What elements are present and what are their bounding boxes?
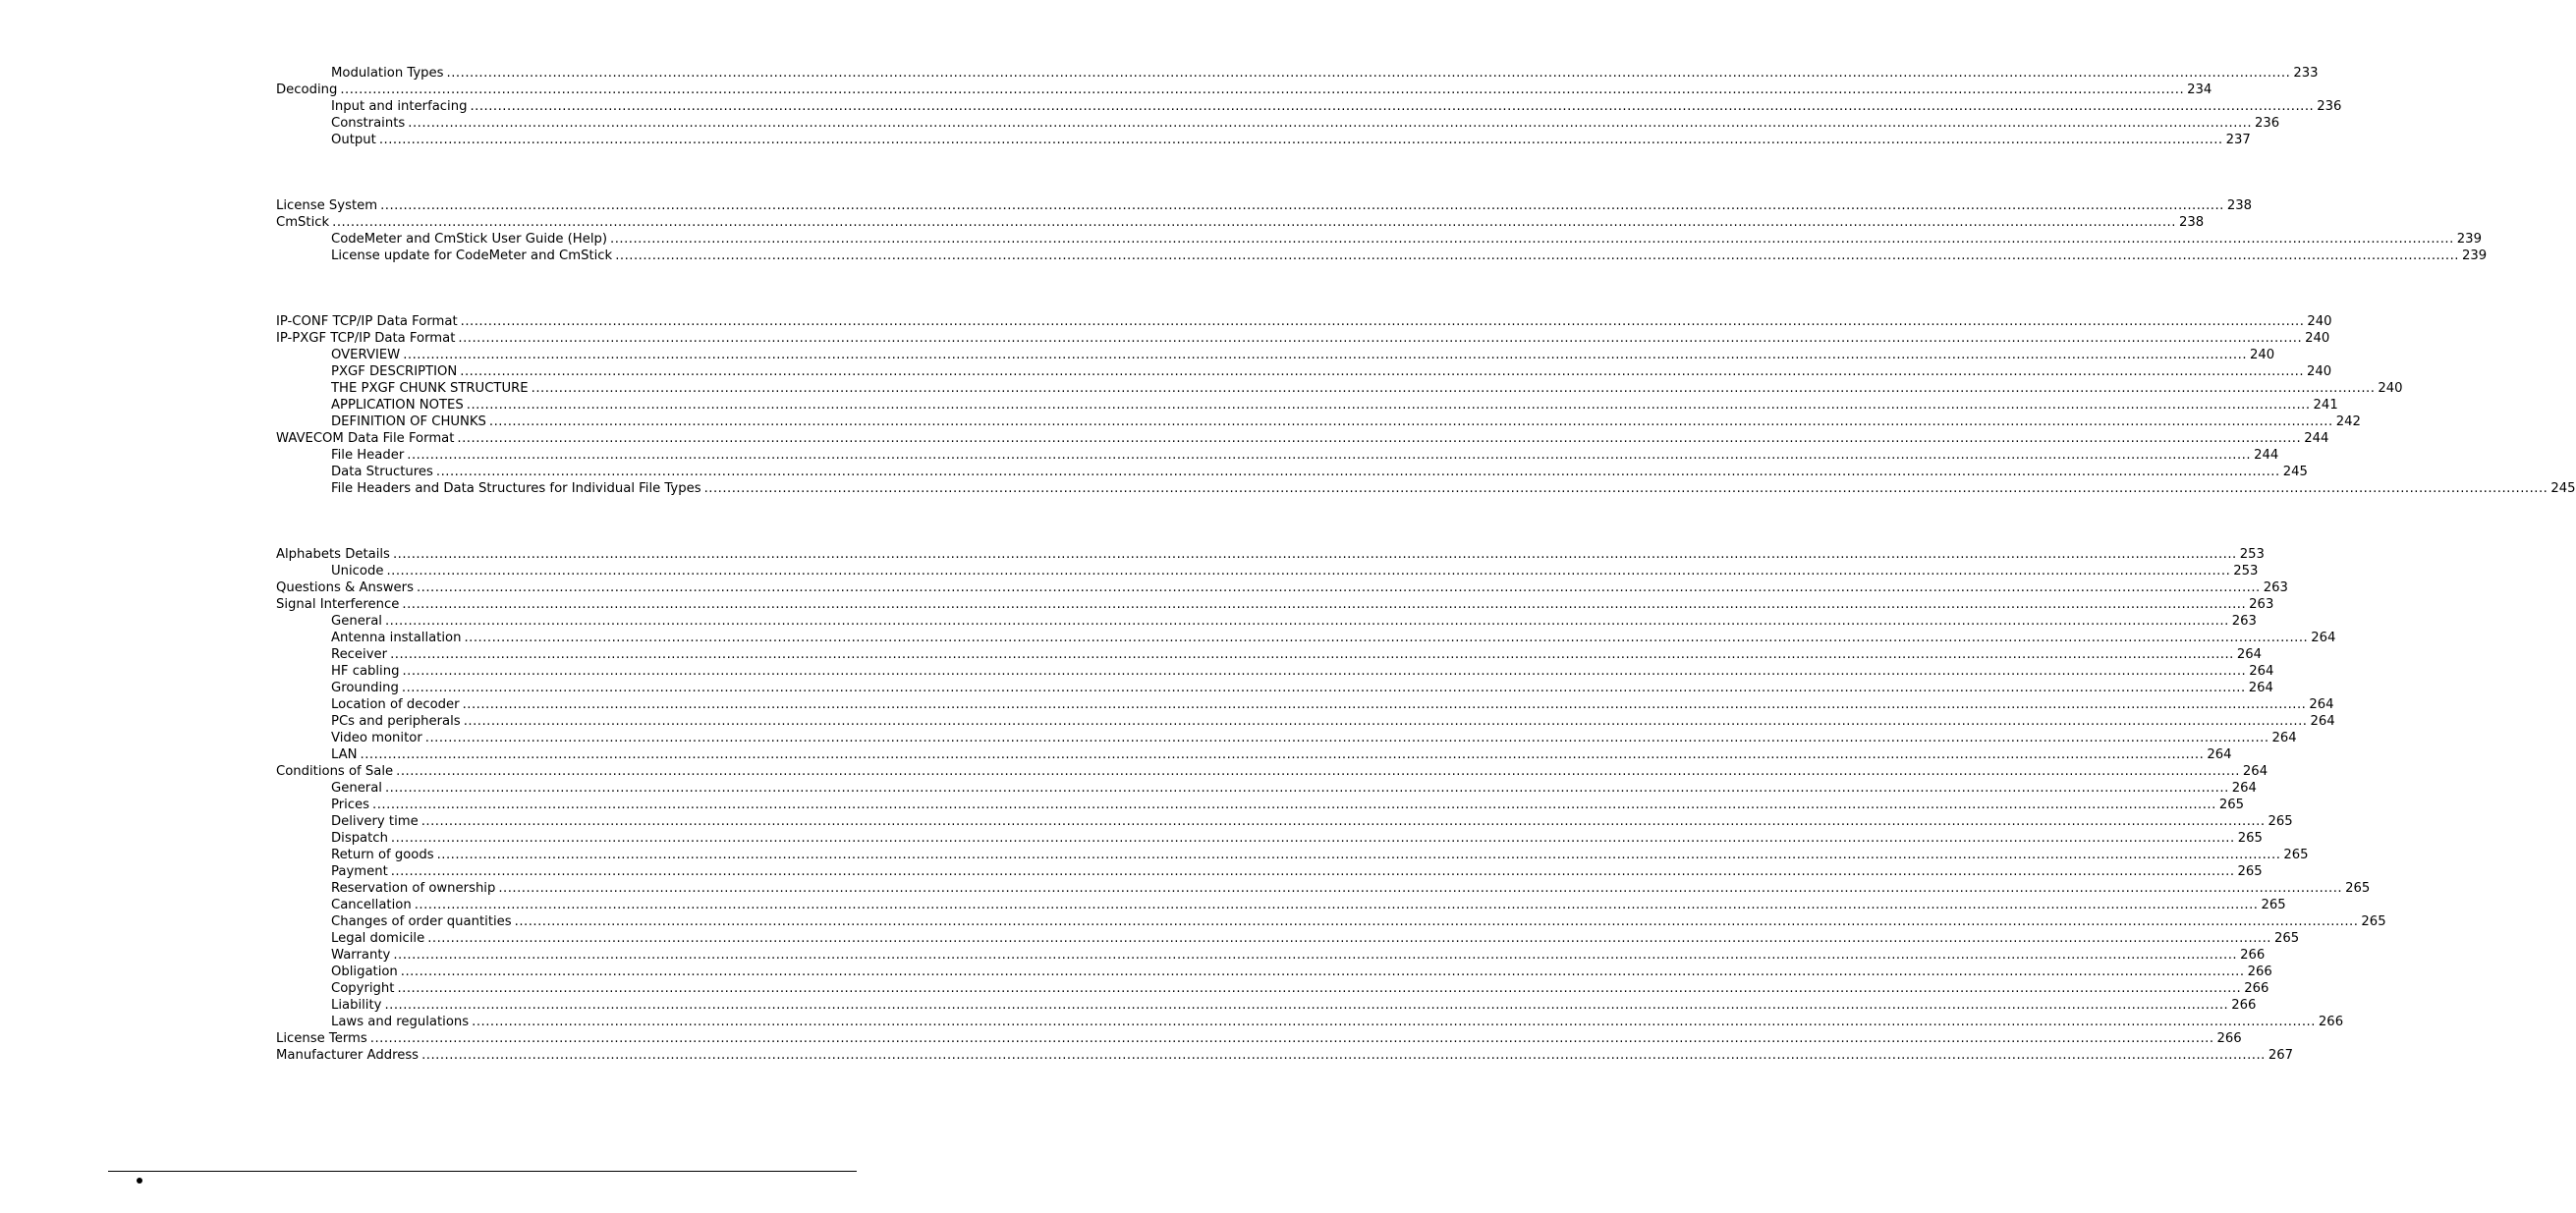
toc-group bbox=[276, 197, 2488, 264]
toc-entry-page-number: 264 bbox=[2271, 731, 2297, 745]
dot-leader: ................................................................................................................................................................................................................................................................................................................................................................................................................ bbox=[436, 848, 2281, 862]
toc-entry-title: PCs and peripherals bbox=[331, 714, 461, 729]
toc-entry-title: License Terms bbox=[276, 1031, 367, 1046]
toc-subentry[interactable] bbox=[276, 696, 2334, 713]
toc-subentry[interactable] bbox=[276, 680, 2273, 696]
toc-entry-title: Unicode bbox=[331, 564, 384, 579]
toc-entry-title: Questions & Answers bbox=[276, 580, 414, 595]
dot-leader: ................................................................................................................................................................................................................................................................................................................................................................................................................ bbox=[396, 764, 2240, 779]
toc-entry-page-number: 240 bbox=[2307, 364, 2332, 379]
toc-entry-title: Return of goods bbox=[331, 848, 434, 862]
toc-entry-page-number: 266 bbox=[2240, 948, 2266, 963]
toc-subentry[interactable] bbox=[276, 447, 2279, 464]
footer-divider bbox=[108, 1171, 857, 1172]
toc-entry-page-number: 263 bbox=[2231, 614, 2257, 629]
toc-entry-title: Video monitor bbox=[331, 731, 422, 745]
toc-entry[interactable] bbox=[276, 1047, 2294, 1064]
dot-leader: ................................................................................................................................................................................................................................................................................................................................................................................................................ bbox=[402, 664, 2247, 679]
toc-entry[interactable] bbox=[276, 430, 2329, 447]
dot-leader: ................................................................................................................................................................................................................................................................................................................................................................................................................ bbox=[421, 1048, 2266, 1063]
dot-leader: ................................................................................................................................................................................................................................................................................................................................................................................................................ bbox=[427, 931, 2271, 946]
toc-entry-page-number: 236 bbox=[2255, 116, 2280, 131]
toc-subentry[interactable] bbox=[276, 613, 2257, 630]
toc-entry-title: Legal domicile bbox=[331, 931, 425, 946]
toc-entry-title: THE PXGF CHUNK STRUCTURE bbox=[331, 381, 529, 396]
dot-leader: ................................................................................................................................................................................................................................................................................................................................................................................................................ bbox=[457, 431, 2302, 446]
toc-entry-title: WAVECOM Data File Format bbox=[276, 431, 455, 446]
dot-leader: ................................................................................................................................................................................................................................................................................................................................................................................................................ bbox=[400, 965, 2245, 979]
dot-leader: ................................................................................................................................................................................................................................................................................................................................................................................................................ bbox=[401, 681, 2246, 695]
toc-group bbox=[276, 65, 2342, 148]
toc-entry-page-number: 245 bbox=[2282, 465, 2308, 479]
toc-subentry[interactable] bbox=[276, 947, 2266, 964]
dot-leader: ................................................................................................................................................................................................................................................................................................................................................................................................................ bbox=[531, 381, 2376, 396]
toc-entry-title: Manufacturer Address bbox=[276, 1048, 420, 1063]
toc-subentry[interactable] bbox=[276, 797, 2244, 813]
dot-leader: ................................................................................................................................................................................................................................................................................................................................................................................................................ bbox=[369, 1031, 2214, 1046]
toc-entry-title: License System bbox=[276, 198, 378, 213]
toc-entry-page-number: 263 bbox=[2263, 580, 2288, 595]
dot-leader: ................................................................................................................................................................................................................................................................................................................................................................................................................ bbox=[472, 1015, 2316, 1029]
toc-entry-title: Modulation Types bbox=[331, 66, 444, 81]
toc-entry-page-number: 244 bbox=[2304, 431, 2329, 446]
dot-leader: ................................................................................................................................................................................................................................................................................................................................................................................................................ bbox=[466, 398, 2311, 413]
toc-entry-page-number: 263 bbox=[2249, 597, 2274, 612]
toc-entry-page-number: 264 bbox=[2311, 631, 2336, 645]
toc-entry[interactable] bbox=[276, 197, 2253, 214]
toc-entry-page-number: 237 bbox=[2225, 133, 2251, 147]
dot-leader: ................................................................................................................................................................................................................................................................................................................................................................................................................ bbox=[464, 631, 2309, 645]
toc-subentry[interactable] bbox=[276, 480, 2576, 497]
dot-leader: ................................................................................................................................................................................................................................................................................................................................................................................................................ bbox=[446, 66, 2291, 81]
toc-entry[interactable] bbox=[276, 82, 2212, 98]
toc-subentry[interactable] bbox=[276, 65, 2319, 82]
toc-entry-page-number: 264 bbox=[2231, 781, 2257, 796]
toc-entry-title: CmStick bbox=[276, 215, 330, 230]
toc-entry-page-number: 240 bbox=[2305, 331, 2330, 346]
toc-subentry[interactable] bbox=[276, 930, 2300, 947]
toc-entry-title: IP-CONF TCP/IP Data Format bbox=[276, 314, 458, 329]
dot-leader: ................................................................................................................................................................................................................................................................................................................................................................................................................ bbox=[416, 580, 2261, 595]
toc-entry[interactable] bbox=[276, 579, 2288, 596]
dot-leader: ................................................................................................................................................................................................................................................................................................................................................................................................................ bbox=[380, 198, 2224, 213]
toc-entry-page-number: 266 bbox=[2231, 998, 2257, 1013]
toc-subentry[interactable] bbox=[276, 347, 2275, 363]
toc-entry-page-number: 238 bbox=[2226, 198, 2253, 213]
toc-entry[interactable] bbox=[276, 596, 2274, 613]
toc-entry-page-number: 245 bbox=[2550, 481, 2576, 496]
toc-group bbox=[276, 313, 2576, 497]
toc-entry-title: Input and interfacing bbox=[331, 99, 468, 114]
dot-leader: ................................................................................................................................................................................................................................................................................................................................................................................................................ bbox=[392, 547, 2237, 562]
toc-entry-title: Delivery time bbox=[331, 814, 419, 829]
toc-entry-title: Grounding bbox=[331, 681, 399, 695]
toc-entry-page-number: 266 bbox=[2318, 1015, 2344, 1029]
dot-leader: ................................................................................................................................................................................................................................................................................................................................................................................................................ bbox=[407, 448, 2252, 463]
dot-leader: ................................................................................................................................................................................................................................................................................................................................................................................................................ bbox=[378, 133, 2223, 147]
toc-subentry[interactable] bbox=[276, 414, 2361, 430]
toc-entry[interactable] bbox=[276, 763, 2268, 780]
toc-entry-title: Copyright bbox=[331, 981, 395, 996]
toc-entry-title: File Header bbox=[331, 448, 405, 463]
toc-entry-page-number: 265 bbox=[2361, 914, 2386, 929]
toc-subentry[interactable] bbox=[276, 964, 2272, 980]
toc-entry-title: Payment bbox=[331, 864, 388, 879]
dot-leader: ................................................................................................................................................................................................................................................................................................................................................................................................................ bbox=[488, 414, 2333, 429]
toc-entry-page-number: 264 bbox=[2242, 764, 2268, 779]
dot-leader: ................................................................................................................................................................................................................................................................................................................................................................................................................ bbox=[390, 831, 2235, 846]
toc-entry-title: Prices bbox=[331, 798, 370, 812]
toc-entry-page-number: 264 bbox=[2310, 714, 2335, 729]
toc-entry-page-number: 265 bbox=[2345, 881, 2371, 896]
toc-entry-title: License update for CodeMeter and CmStick bbox=[331, 248, 613, 263]
toc-subentry[interactable] bbox=[276, 863, 2263, 880]
toc-subentry[interactable] bbox=[276, 897, 2286, 913]
toc-subentry[interactable] bbox=[276, 98, 2342, 115]
dot-leader: ................................................................................................................................................................................................................................................................................................................................................................................................................ bbox=[408, 116, 2253, 131]
dot-leader: ................................................................................................................................................................................................................................................................................................................................................................................................................ bbox=[462, 697, 2307, 712]
toc-entry-title: PXGF DESCRIPTION bbox=[331, 364, 458, 379]
dot-leader: ................................................................................................................................................................................................................................................................................................................................................................................................................ bbox=[402, 597, 2247, 612]
toc-entry-title: Laws and regulations bbox=[331, 1015, 470, 1029]
dot-leader: ................................................................................................................................................................................................................................................................................................................................................................................................................ bbox=[514, 914, 2359, 929]
toc-entry-page-number: 242 bbox=[2335, 414, 2361, 429]
toc-entry-page-number: 264 bbox=[2236, 647, 2263, 662]
dot-leader: ................................................................................................................................................................................................................................................................................................................................................................................................................ bbox=[610, 232, 2454, 247]
dot-leader: ................................................................................................................................................................................................................................................................................................................................................................................................................ bbox=[332, 215, 2176, 230]
dot-leader: ................................................................................................................................................................................................................................................................................................................................................................................................................ bbox=[403, 348, 2248, 362]
toc-entry-title: General bbox=[331, 614, 382, 629]
toc-entry[interactable] bbox=[276, 1030, 2242, 1047]
toc-entry-title: CodeMeter and CmStick User Guide (Help) bbox=[331, 232, 608, 247]
toc-entry-title: Liability bbox=[331, 998, 382, 1013]
toc-entry-title: Antenna installation bbox=[331, 631, 462, 645]
toc-subentry[interactable] bbox=[276, 248, 2488, 264]
toc-subentry[interactable] bbox=[276, 464, 2308, 480]
toc-entry[interactable] bbox=[276, 214, 2205, 231]
toc-entry-page-number: 253 bbox=[2233, 564, 2259, 579]
toc-entry-title: File Headers and Data Structures for Individual File Types bbox=[331, 481, 701, 496]
dot-leader: ................................................................................................................................................................................................................................................................................................................................................................................................................ bbox=[397, 981, 2242, 996]
dot-leader: ................................................................................................................................................................................................................................................................................................................................................................................................................ bbox=[384, 781, 2229, 796]
toc-entry-title: Reservation of ownership bbox=[331, 881, 496, 896]
toc-subentry[interactable] bbox=[276, 1014, 2344, 1030]
dot-leader: ................................................................................................................................................................................................................................................................................................................................................................................................................ bbox=[420, 814, 2266, 829]
toc-entry-page-number: 253 bbox=[2239, 547, 2265, 562]
dot-leader: ................................................................................................................................................................................................................................................................................................................................................................................................................ bbox=[384, 614, 2229, 629]
toc-entry-page-number: 265 bbox=[2283, 848, 2309, 862]
toc-entry-page-number: 265 bbox=[2237, 831, 2263, 846]
toc-entry-page-number: 265 bbox=[2237, 864, 2263, 879]
toc-entry-title: LAN bbox=[331, 747, 358, 762]
toc-entry-title: IP-PXGF TCP/IP Data Format bbox=[276, 331, 456, 346]
toc-entry-title: Conditions of Sale bbox=[276, 764, 394, 779]
dot-leader: ................................................................................................................................................................................................................................................................................................................................................................................................................ bbox=[384, 998, 2229, 1013]
toc-entry-title: Data Structures bbox=[331, 465, 433, 479]
table-of-contents bbox=[276, 65, 2576, 1064]
toc-subentry[interactable] bbox=[276, 997, 2257, 1014]
toc-subentry[interactable] bbox=[276, 397, 2338, 414]
dot-leader: ................................................................................................................................................................................................................................................................................................................................................................................................................ bbox=[498, 881, 2343, 896]
dot-leader: ................................................................................................................................................................................................................................................................................................................................................................................................................ bbox=[340, 83, 2185, 97]
dot-leader: ................................................................................................................................................................................................................................................................................................................................................................................................................ bbox=[470, 99, 2315, 114]
dot-leader: ................................................................................................................................................................................................................................................................................................................................................................................................................ bbox=[703, 481, 2548, 496]
dot-leader: ................................................................................................................................................................................................................................................................................................................................................................................................................ bbox=[458, 331, 2303, 346]
toc-subentry[interactable] bbox=[276, 663, 2274, 680]
toc-entry-title: Decoding bbox=[276, 83, 338, 97]
toc-subentry[interactable] bbox=[276, 780, 2257, 797]
toc-subentry[interactable] bbox=[276, 363, 2332, 380]
toc-entry-title: APPLICATION NOTES bbox=[331, 398, 464, 413]
toc-subentry[interactable] bbox=[276, 630, 2336, 646]
toc-subentry[interactable] bbox=[276, 880, 2371, 897]
toc-entry-title: Location of decoder bbox=[331, 697, 460, 712]
toc-entry-page-number: 240 bbox=[2250, 348, 2275, 362]
toc-entry-title: Dispatch bbox=[331, 831, 388, 846]
toc-entry-page-number: 267 bbox=[2268, 1048, 2294, 1063]
toc-entry-title: OVERVIEW bbox=[331, 348, 401, 362]
dot-leader: ................................................................................................................................................................................................................................................................................................................................................................................................................ bbox=[390, 864, 2235, 879]
toc-entry-title: DEFINITION OF CHUNKS bbox=[331, 414, 486, 429]
toc-entry-page-number: 244 bbox=[2254, 448, 2279, 463]
dot-leader: ................................................................................................................................................................................................................................................................................................................................................................................................................ bbox=[435, 465, 2280, 479]
toc-entry-title: Cancellation bbox=[331, 898, 412, 912]
toc-entry-page-number: 264 bbox=[2248, 681, 2273, 695]
dot-leader: ................................................................................................................................................................................................................................................................................................................................................................................................................ bbox=[390, 647, 2234, 662]
toc-entry-title: Signal Interference bbox=[276, 597, 400, 612]
toc-entry-page-number: 265 bbox=[2261, 898, 2286, 912]
dot-leader: ................................................................................................................................................................................................................................................................................................................................................................................................................ bbox=[360, 747, 2205, 762]
toc-subentry[interactable] bbox=[276, 646, 2263, 663]
toc-subentry[interactable] bbox=[276, 115, 2280, 132]
toc-subentry[interactable] bbox=[276, 380, 2403, 397]
dot-leader: ................................................................................................................................................................................................................................................................................................................................................................................................................ bbox=[386, 564, 2231, 579]
toc-subentry[interactable] bbox=[276, 980, 2269, 997]
toc-subentry[interactable] bbox=[276, 746, 2232, 763]
toc-subentry[interactable] bbox=[276, 231, 2482, 248]
toc-entry-page-number: 266 bbox=[2244, 981, 2269, 996]
toc-entry-page-number: 240 bbox=[2378, 381, 2403, 396]
toc-subentry[interactable] bbox=[276, 713, 2335, 730]
toc-entry-title: Constraints bbox=[331, 116, 406, 131]
toc-entry-page-number: 239 bbox=[2461, 248, 2488, 263]
dot-leader: ................................................................................................................................................................................................................................................................................................................................................................................................................ bbox=[463, 714, 2308, 729]
footer-bullet-icon bbox=[137, 1178, 142, 1184]
dot-leader: ................................................................................................................................................................................................................................................................................................................................................................................................................ bbox=[372, 798, 2216, 812]
toc-subentry[interactable] bbox=[276, 830, 2263, 847]
dot-leader: ................................................................................................................................................................................................................................................................................................................................................................................................................ bbox=[393, 948, 2238, 963]
toc-entry-page-number: 264 bbox=[2249, 664, 2274, 679]
toc-entry-page-number: 241 bbox=[2313, 398, 2338, 413]
toc-entry-page-number: 266 bbox=[2216, 1031, 2242, 1046]
toc-subentry[interactable] bbox=[276, 813, 2293, 830]
toc-entry-title: Changes of order quantities bbox=[331, 914, 512, 929]
toc-entry-page-number: 264 bbox=[2207, 747, 2232, 762]
toc-group bbox=[276, 546, 2386, 1064]
toc-entry-page-number: 239 bbox=[2456, 232, 2482, 247]
toc-entry-title: Alphabets Details bbox=[276, 547, 390, 562]
dot-leader: ................................................................................................................................................................................................................................................................................................................................................................................................................ bbox=[414, 898, 2259, 912]
toc-subentry[interactable] bbox=[276, 847, 2309, 863]
dot-leader: ................................................................................................................................................................................................................................................................................................................................................................................................................ bbox=[460, 314, 2305, 329]
toc-entry[interactable] bbox=[276, 330, 2330, 347]
toc-entry-title: HF cabling bbox=[331, 664, 400, 679]
toc-subentry[interactable] bbox=[276, 563, 2259, 579]
toc-entry-page-number: 265 bbox=[2268, 814, 2293, 829]
toc-entry-page-number: 265 bbox=[2273, 931, 2300, 946]
toc-entry[interactable] bbox=[276, 546, 2265, 563]
toc-entry-title: Obligation bbox=[331, 965, 398, 979]
toc-entry-title: General bbox=[331, 781, 382, 796]
toc-entry-page-number: 233 bbox=[2293, 66, 2319, 81]
toc-entry-page-number: 238 bbox=[2178, 215, 2205, 230]
toc-entry-page-number: 236 bbox=[2317, 99, 2342, 114]
toc-entry-title: Warranty bbox=[331, 948, 391, 963]
toc-entry-page-number: 265 bbox=[2218, 798, 2244, 812]
dot-leader: ................................................................................................................................................................................................................................................................................................................................................................................................................ bbox=[615, 248, 2459, 263]
toc-entry-page-number: 234 bbox=[2187, 83, 2212, 97]
toc-entry-page-number: 266 bbox=[2247, 965, 2272, 979]
dot-leader: ................................................................................................................................................................................................................................................................................................................................................................................................................ bbox=[460, 364, 2305, 379]
toc-entry-title: Output bbox=[331, 133, 376, 147]
toc-subentry[interactable] bbox=[276, 913, 2386, 930]
toc-entry-page-number: 264 bbox=[2309, 697, 2334, 712]
toc-entry-page-number: 240 bbox=[2307, 314, 2332, 329]
toc-subentry[interactable] bbox=[276, 730, 2297, 746]
dot-leader: ................................................................................................................................................................................................................................................................................................................................................................................................................ bbox=[424, 731, 2269, 745]
toc-entry[interactable] bbox=[276, 313, 2332, 330]
toc-entry-title: Receiver bbox=[331, 647, 388, 662]
toc-subentry[interactable] bbox=[276, 132, 2251, 148]
